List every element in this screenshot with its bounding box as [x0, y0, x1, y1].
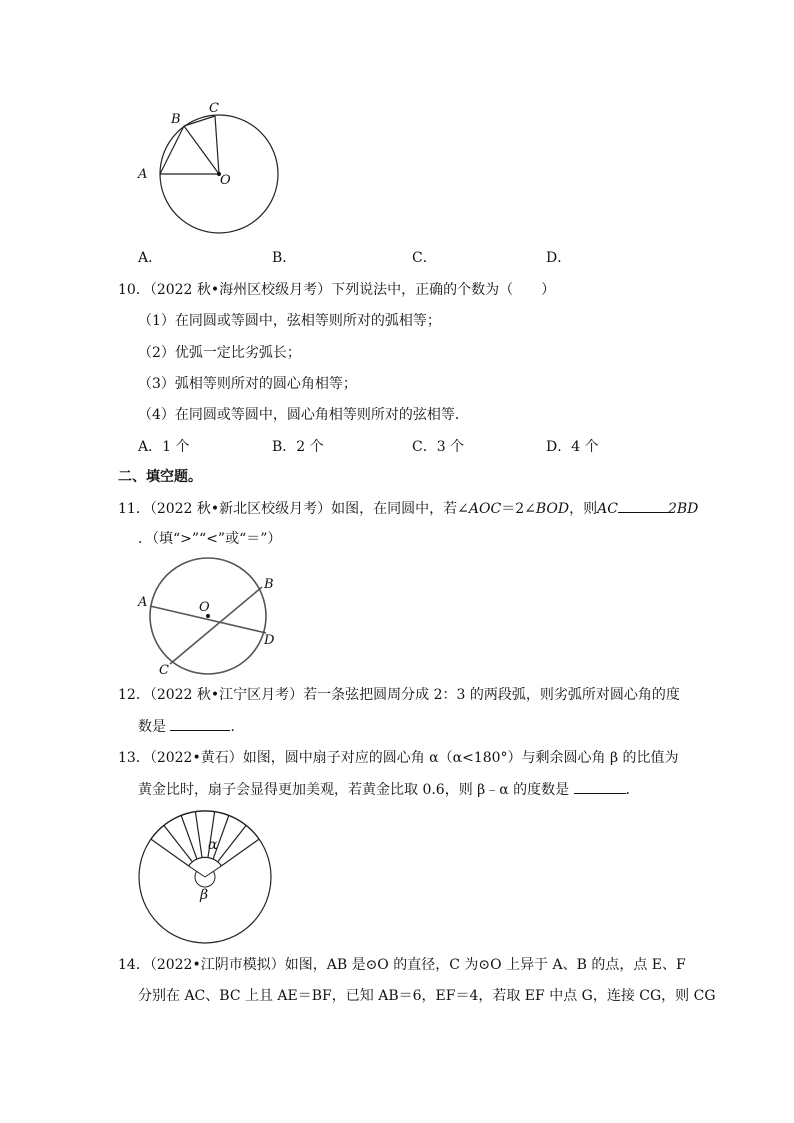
- q12-line-2: [138, 716, 244, 737]
- q11-text-2: ＝2∠: [501, 501, 536, 517]
- q13-line-2-end: ．: [625, 782, 640, 798]
- q10-number: 10．: [118, 282, 150, 298]
- q10-option-b[interactable]: B．2 个: [272, 439, 324, 455]
- q13-text: 如图，圆中扇子对应的圆心角 α（α<180°）与剩余圆心角 β 的比值为: [242, 750, 679, 766]
- q10-item-4: （4）在同圆或等圆中，圆心角相等则所对的弦相等．: [138, 407, 469, 423]
- q12-answer-blank[interactable]: [170, 716, 230, 731]
- q9-figure: [130, 98, 290, 244]
- section-title-fill-in: 二、填空题。: [118, 469, 202, 485]
- q11-label-a: A: [138, 595, 148, 610]
- q9-option-a[interactable]: A．: [138, 250, 163, 266]
- q13-fan-mid-arc: [151, 811, 259, 839]
- q13-fan-inner-arc: [189, 857, 222, 866]
- q9-option-d[interactable]: D．: [546, 250, 572, 266]
- q12-number: 12．: [118, 687, 150, 703]
- q10-item-2: （2）优弧一定比劣弧长；: [138, 345, 301, 361]
- q14-stem: [118, 955, 686, 975]
- q9-line-co: [215, 116, 219, 174]
- q11-diameter-bc: [170, 587, 262, 664]
- q13-fan-rib: [164, 825, 192, 861]
- q12-source: （2022 秋•江宁区月考）: [149, 687, 304, 703]
- q13-line-2: [138, 779, 640, 800]
- q11-line-2: ．（填“>”“<”或“＝”）: [138, 531, 282, 547]
- q13-label-alpha: α: [208, 837, 218, 853]
- q11-figure: [130, 556, 290, 676]
- q13-number: 13．: [118, 750, 150, 766]
- q13-fan-rib: [218, 825, 246, 861]
- q11-source: （2022 秋•新北区校级月考）: [149, 501, 332, 517]
- q11-text-3: ，则: [569, 501, 598, 517]
- q10-source: （2022 秋•海州区校级月考）: [149, 282, 332, 298]
- q9-line-bo: [184, 126, 219, 174]
- q13-beta-arc: [195, 871, 215, 887]
- q10-option-c[interactable]: C．3 个: [412, 439, 465, 455]
- q13-answer-blank[interactable]: [574, 779, 626, 794]
- q12-text: 若一条弦把圆周分成 2：3 的两段弧，则劣弧所对圆心角的度: [303, 687, 680, 703]
- q11-label-c: C: [159, 663, 169, 676]
- q14-text: 如图，AB 是⊙O 的直径，C 为⊙O 上异于 A、B 的点，点 E、F: [284, 957, 686, 973]
- q10-text: 下列说法中，正确的个数为（ ）: [331, 282, 556, 298]
- q11-stem: [118, 498, 698, 519]
- q12-line-2-text: 数是: [138, 719, 166, 735]
- q9-option-c[interactable]: C．: [412, 250, 437, 266]
- q9-line-ab: [160, 126, 184, 174]
- q11-angle-aoc: AOC: [468, 501, 502, 517]
- q13-fan-rib: [151, 839, 189, 866]
- q10-stem: [118, 280, 555, 300]
- q10-option-a[interactable]: A．1 个: [138, 439, 190, 455]
- q13-line-2-text: 黄金比时，扇子会显得更加美观，若黄金比取 0.6，则 β﹣α 的度数是: [138, 782, 570, 798]
- q14-source: （2022•江阴市模拟）: [149, 957, 285, 973]
- q9-label-c: C: [209, 101, 219, 116]
- q10-item-1: （1）在同圆或等圆中，弦相等则所对的弧相等；: [138, 313, 441, 329]
- q13-source: （2022•黄石）: [149, 750, 243, 766]
- q10-option-d[interactable]: D．4 个: [546, 439, 599, 455]
- q9-label-a: A: [138, 167, 148, 182]
- q11-chord-2bd: 2BD: [667, 501, 699, 517]
- q12-line-2-end: ．: [230, 719, 245, 735]
- q13-label-beta: β: [200, 887, 209, 903]
- q9-label-b: B: [171, 112, 181, 127]
- q11-text-1: 如图，在同圆中，若∠: [331, 501, 469, 517]
- q11-label-b: B: [264, 577, 274, 592]
- q13-alpha-ray: [189, 866, 205, 877]
- q11-angle-bod: BOD: [535, 501, 570, 517]
- q9-line-bc: [184, 116, 215, 126]
- q14-line-2: 分别在 AC、BC 上且 AE＝BF，已知 AB＝6，EF＝4，若取 EF 中点 G，连接 CG，则 CG: [138, 988, 716, 1004]
- q13-fan-figure: [134, 806, 276, 948]
- q11-number: 11．: [118, 501, 150, 517]
- q11-answer-blank[interactable]: [618, 498, 668, 513]
- q9-option-b[interactable]: B．: [272, 250, 297, 266]
- q12-stem: [118, 685, 680, 705]
- q13-stem: [118, 748, 679, 768]
- q10-item-3: （3）弧相等则所对的圆心角相等；: [138, 376, 357, 392]
- q14-number: 14．: [118, 957, 150, 973]
- q13-fan-rib: [181, 816, 197, 859]
- q13-fan-rib: [195, 812, 202, 858]
- q13-alpha-ray: [205, 866, 221, 877]
- q11-chord-ac: AC: [597, 501, 618, 517]
- q11-label-d: D: [264, 633, 275, 648]
- q9-label-o: O: [220, 173, 231, 188]
- q13-fan-rib: [221, 839, 259, 866]
- q11-label-o: O: [199, 600, 210, 615]
